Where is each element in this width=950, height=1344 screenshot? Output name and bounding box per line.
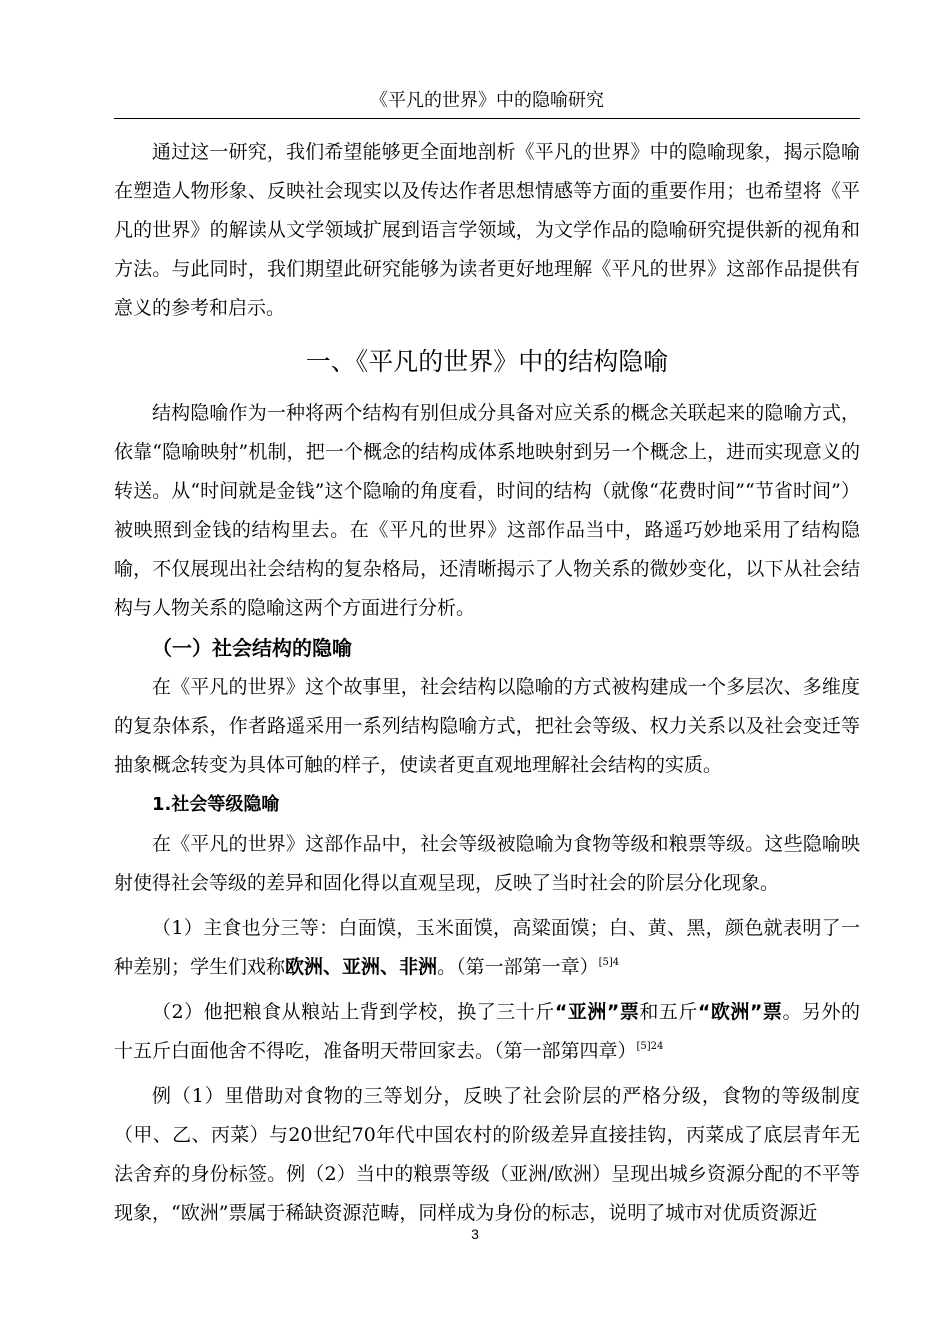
example-2-term-europe-ticket: “欧洲”票	[697, 1001, 783, 1023]
example-2	[114, 993, 860, 1071]
example-2-source: 。另外的十五斤白面他舍不得吃，准备明天带回家去。（第一部第四章）	[114, 1001, 860, 1062]
subsection-title: （一）社会结构的隐喻	[152, 636, 352, 660]
page-number: 3	[471, 1226, 479, 1242]
section-title: 一、《平凡的世界》中的结构隐喻	[305, 347, 669, 376]
example-1-text: （1）主食也分三等：白面馍，玉米面馍，高粱面馍；白、黄、黑，颜色就表明了一种差别；学生们戏称	[114, 917, 860, 978]
subsection-paragraph: 在《平凡的世界》这个故事里，社会结构以隐喻的方式被构建成一个多层次、多维度的复杂体系，作者路遥采用一系列结构隐喻方式，把社会等级、权力关系以及社会变迁等抽象概念转变为具体可触的样子，使读者更直观地理解社会结构的实质。	[114, 676, 860, 776]
example-1-term-africa: 非洲	[399, 956, 438, 978]
example-2-text-mid: 和五斤	[639, 1001, 698, 1023]
intro-paragraph: 通过这一研究，我们希望能够更全面地剖析《平凡的世界》中的隐喻现象，揭示隐喻在塑造人物形象、反映社会现实以及传达作者思想情感等方面的重要作用；也希望将《平凡的世界》的解读从文学领域扩展到语言学领域，为文学作品的隐喻研究提供新的视角和方法。与此同时，我们期望此研究能够为读者更好地理解《平凡的世界》这部作品提供有意义的参考和启示。	[114, 141, 860, 319]
section-paragraph: 结构隐喻作为一种将两个结构有别但成分具备对应关系的概念关联起来的隐喻方式，依靠“隐喻映射”机制，把一个概念的结构成体系地映射到另一个概念上，进而实现意义的转送。从“时间就是金钱”这个隐喻的角度看，时间的结构（就像“花费时间”“节省时间”）被映照到金钱的结构里去。在《平凡的世界》这部作品当中，路遥巧妙地采用了结构隐喻，不仅展现出社会结构的复杂格局，还清晰揭示了人物关系的微妙变化，以下从社会结构与人物关系的隐喻这两个方面进行分析。	[114, 402, 860, 619]
example-1-separator: 、	[380, 956, 400, 978]
header-rule	[114, 118, 860, 119]
analysis-paragraph: 例（1）里借助对食物的三等划分，反映了社会阶层的严格分级，食物的等级制度（甲、乙、丙菜）与20世纪70年代中国农村的阶级差异直接挂钩，丙菜成了底层青年无法舍弃的身份标签。例（2）当中的粮票等级（亚洲/欧洲）呈现出城乡资源分配的不平等现象，“欧洲”票属于稀缺资源范畴，同样成为身份的标志，说明了城市对优质资源近	[114, 1085, 860, 1224]
citation-superscript: [5]24	[636, 1041, 664, 1052]
example-1	[114, 909, 860, 987]
page-body	[114, 133, 860, 1233]
item-title: 1.社会等级隐喻	[152, 794, 280, 815]
example-1-term-asia: 亚洲	[342, 956, 381, 978]
example-1-separator: 、	[323, 956, 343, 978]
example-1-term-europe: 欧洲	[285, 956, 324, 978]
citation-superscript: [5]4	[598, 957, 620, 968]
example-1-source: 。（第一部第一章）	[437, 956, 599, 978]
running-header: 《平凡的世界》中的隐喻研究	[370, 90, 604, 111]
example-2-term-asia-ticket: “亚洲”票	[554, 1001, 640, 1023]
example-2-text: （2）他把粮食从粮站上背到学校，换了三十斤	[152, 1001, 555, 1023]
item-paragraph: 在《平凡的世界》这部作品中，社会等级被隐喻为食物等级和粮票等级。这些隐喻映射使得社会等级的差异和固化得以直观呈现，反映了当时社会的阶层分化现象。	[114, 833, 860, 894]
